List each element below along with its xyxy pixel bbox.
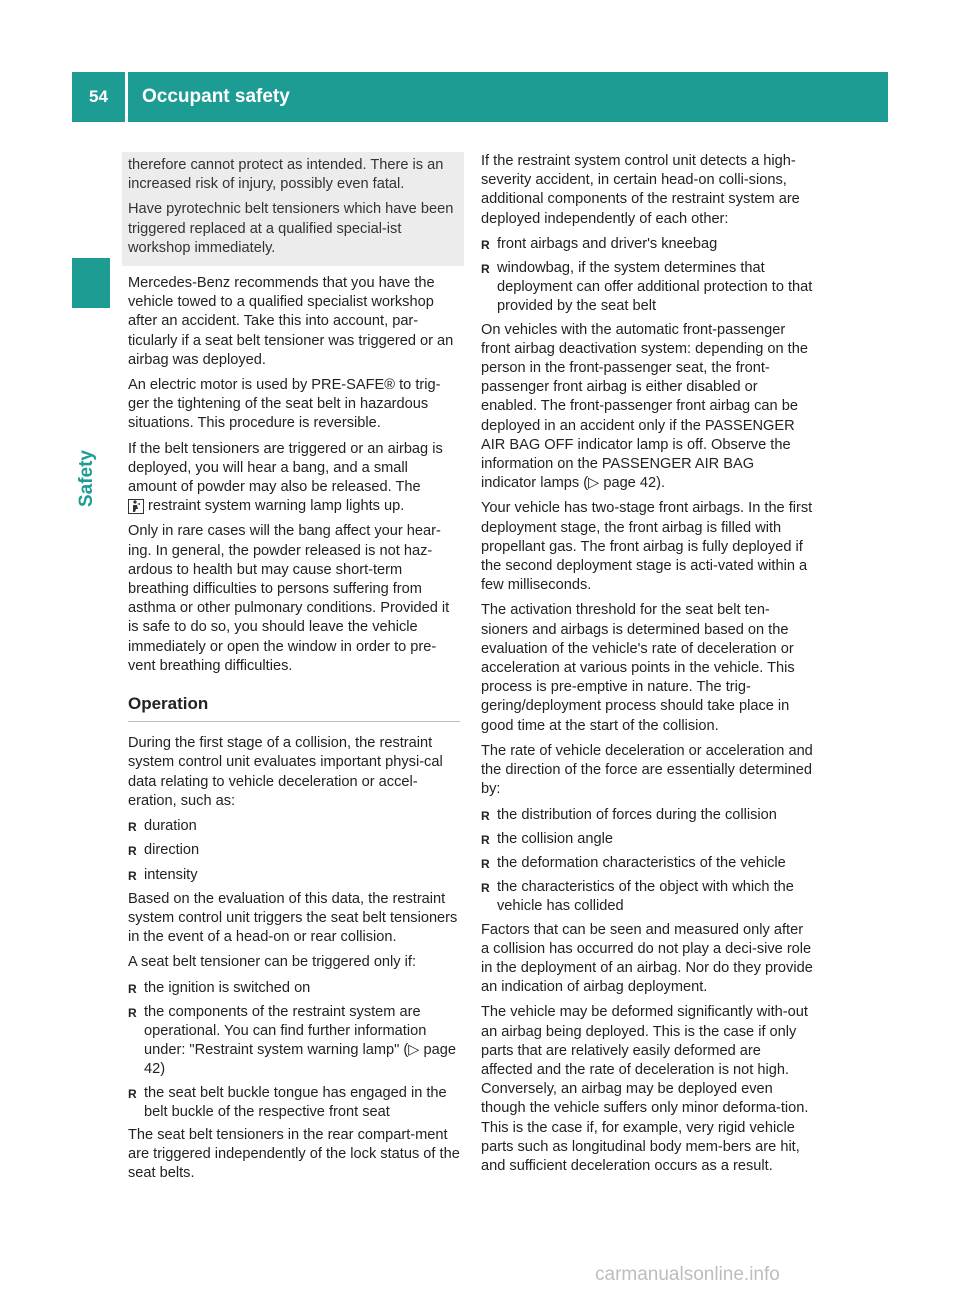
list-item: R the characteristics of the object with which the vehicle has collided xyxy=(481,878,813,916)
paragraph: During the first stage of a collision, the restraint system control unit evaluates important physi-cal data relating to vehicle deceleration or accel-eration, such as: xyxy=(128,735,443,809)
bullet-icon: R xyxy=(128,1005,137,1020)
paragraph: The activation threshold for the seat belt ten-sioners and airbags is determined based on the evaluation of the vehicle's rate of deceleration or acceleration at various points in the vehicle. This process is pre-emptive in nature. The trig-gering/deployment process should take place in good time at the start of the collision. xyxy=(481,602,795,734)
list-item[interactable]: R the components of the restraint system are operational. You can find further information under: "Restraint system warning lamp" (▷ page 42) xyxy=(128,1003,460,1080)
list-item: R the ignition is switched on xyxy=(128,979,460,999)
warning-text: Have pyrotechnic belt tensioners which have been triggered replaced at a qualified special-ist workshop immediately. xyxy=(128,201,454,256)
list-item: R the distribution of forces during the collision xyxy=(481,806,813,826)
sidebar-tab-marker xyxy=(72,258,110,308)
sidebar-label-text: Safety xyxy=(76,450,97,508)
bullet-icon: R xyxy=(481,808,490,823)
list-item: R the seat belt buckle tongue has engaged in the belt buckle of the respective front seat xyxy=(128,1084,460,1122)
paragraph: Mercedes-Benz recommends that you have the vehicle towed to a qualified specialist workshop after an accident. Take this into account, par-ticularly if a seat belt tensioner was triggered or an airbag was deployed. xyxy=(128,275,454,368)
bullet-icon: R xyxy=(481,237,490,252)
bullet-icon: R xyxy=(481,832,490,847)
bullet-icon: R xyxy=(128,1086,137,1101)
list-item: R the collision angle xyxy=(481,830,813,850)
paragraph-text: If the belt tensioners are triggered or an airbag is deployed, you will hear a bang, and a small amount of powder may also be released. The xyxy=(128,440,443,496)
paragraph: Only in rare cases will the bang affect your hear-ing. In general, the powder released is not haz-ardous to health but may cause short-term breathing difficulties to persons suffering from asthma or other pulmonary conditions. Provided it is safe to do so, you should leave the vehicle immediately or open the window in order to pre-vent breathing difficulties. xyxy=(128,523,450,674)
page-title: Occupant safety xyxy=(128,72,888,122)
paragraph-text: restraint system warning lamp lights up. xyxy=(148,498,405,515)
bullet-icon: R xyxy=(128,820,137,835)
bullet-icon: R xyxy=(128,868,137,883)
restraint-warning-lamp-icon xyxy=(128,499,144,514)
left-column xyxy=(128,152,460,1190)
paragraph[interactable]: On vehicles with the automatic front-passenger front airbag deactivation system: depending on the person in the front-passenger seat, the front-passenger front airbag is either disabled or enabled. The front-passenger front airbag can be deployed in an accident only if the PASSENGER AIR BAG OFF indicator lamp is off. Observe the information on the PASSENGER AIR BAG indicator lamps (▷ page 42). xyxy=(481,321,808,492)
list-item: R duration xyxy=(128,817,460,837)
right-column xyxy=(481,152,813,1182)
watermark: carmanualsonline.info xyxy=(595,1264,780,1285)
bullet-icon: R xyxy=(481,262,490,277)
page-number: 54 xyxy=(72,72,125,122)
warning-box xyxy=(122,152,464,266)
section-heading-operation: Operation xyxy=(128,694,460,722)
list-item: R windowbag, if the system determines that deployment can offer additional protection to that provided by the seat belt xyxy=(481,259,813,317)
list-item: R direction xyxy=(128,841,460,861)
list-item: R the deformation characteristics of the vehicle xyxy=(481,854,813,874)
list-item: R front airbags and driver's kneebag xyxy=(481,235,813,255)
paragraph: An electric motor is used by PRE-SAFE® to trig-ger the tightening of the seat belt in hazardous situations. This procedure is reversible. xyxy=(128,377,441,432)
sidebar-section-label xyxy=(76,450,114,570)
bullet-icon: R xyxy=(481,856,490,871)
warning-text: therefore cannot protect as intended. There is an increased risk of injury, possibly even fatal. xyxy=(128,157,444,193)
paragraph: The seat belt tensioners in the rear compart-ment are triggered independently of the lock status of the seat belts. xyxy=(128,1126,460,1182)
page-header xyxy=(72,72,888,122)
paragraph: Factors that can be seen and measured only after a collision has occurred do not play a deci-sive role in the deployment of an airbag. Nor do they provide an indication of airbag deployment. xyxy=(481,921,813,996)
paragraph: The vehicle may be deformed significantly with-out an airbag being deployed. This is the case if only parts that are relatively easily deformed are affected and the rate of deceleration is not high. Conversely, an airbag may be deployed even though the vehicle suffers only minor deforma-tion. This is the case if, for example, very rigid vehicle parts such as longitudinal body mem-bers are hit, and sufficient deceleration occurs as a result. xyxy=(481,1004,809,1174)
bullet-icon: R xyxy=(128,981,137,996)
paragraph: Based on the evaluation of this data, the restraint system control unit triggers the seat belt tensioners in the event of a head-on or rear collision. xyxy=(128,890,458,946)
paragraph: The rate of vehicle deceleration or acceleration and the direction of the force are essentially determined by: xyxy=(481,742,813,798)
list-item: R intensity xyxy=(128,866,460,886)
bullet-icon: R xyxy=(481,881,490,896)
paragraph: Your vehicle has two-stage front airbags. In the first deployment stage, the front airbag is filled with propellant gas. The front airbag is fully deployed if the second deployment stage is acti-vated within a few milliseconds. xyxy=(481,500,813,594)
paragraph xyxy=(128,440,460,517)
bullet-icon: R xyxy=(128,844,137,859)
paragraph: If the restraint system control unit detects a high-severity accident, in certain head-on colli-sions, additional components of the restraint system are deployed independently of each other: xyxy=(481,153,800,227)
paragraph: A seat belt tensioner can be triggered only if: xyxy=(128,954,416,971)
